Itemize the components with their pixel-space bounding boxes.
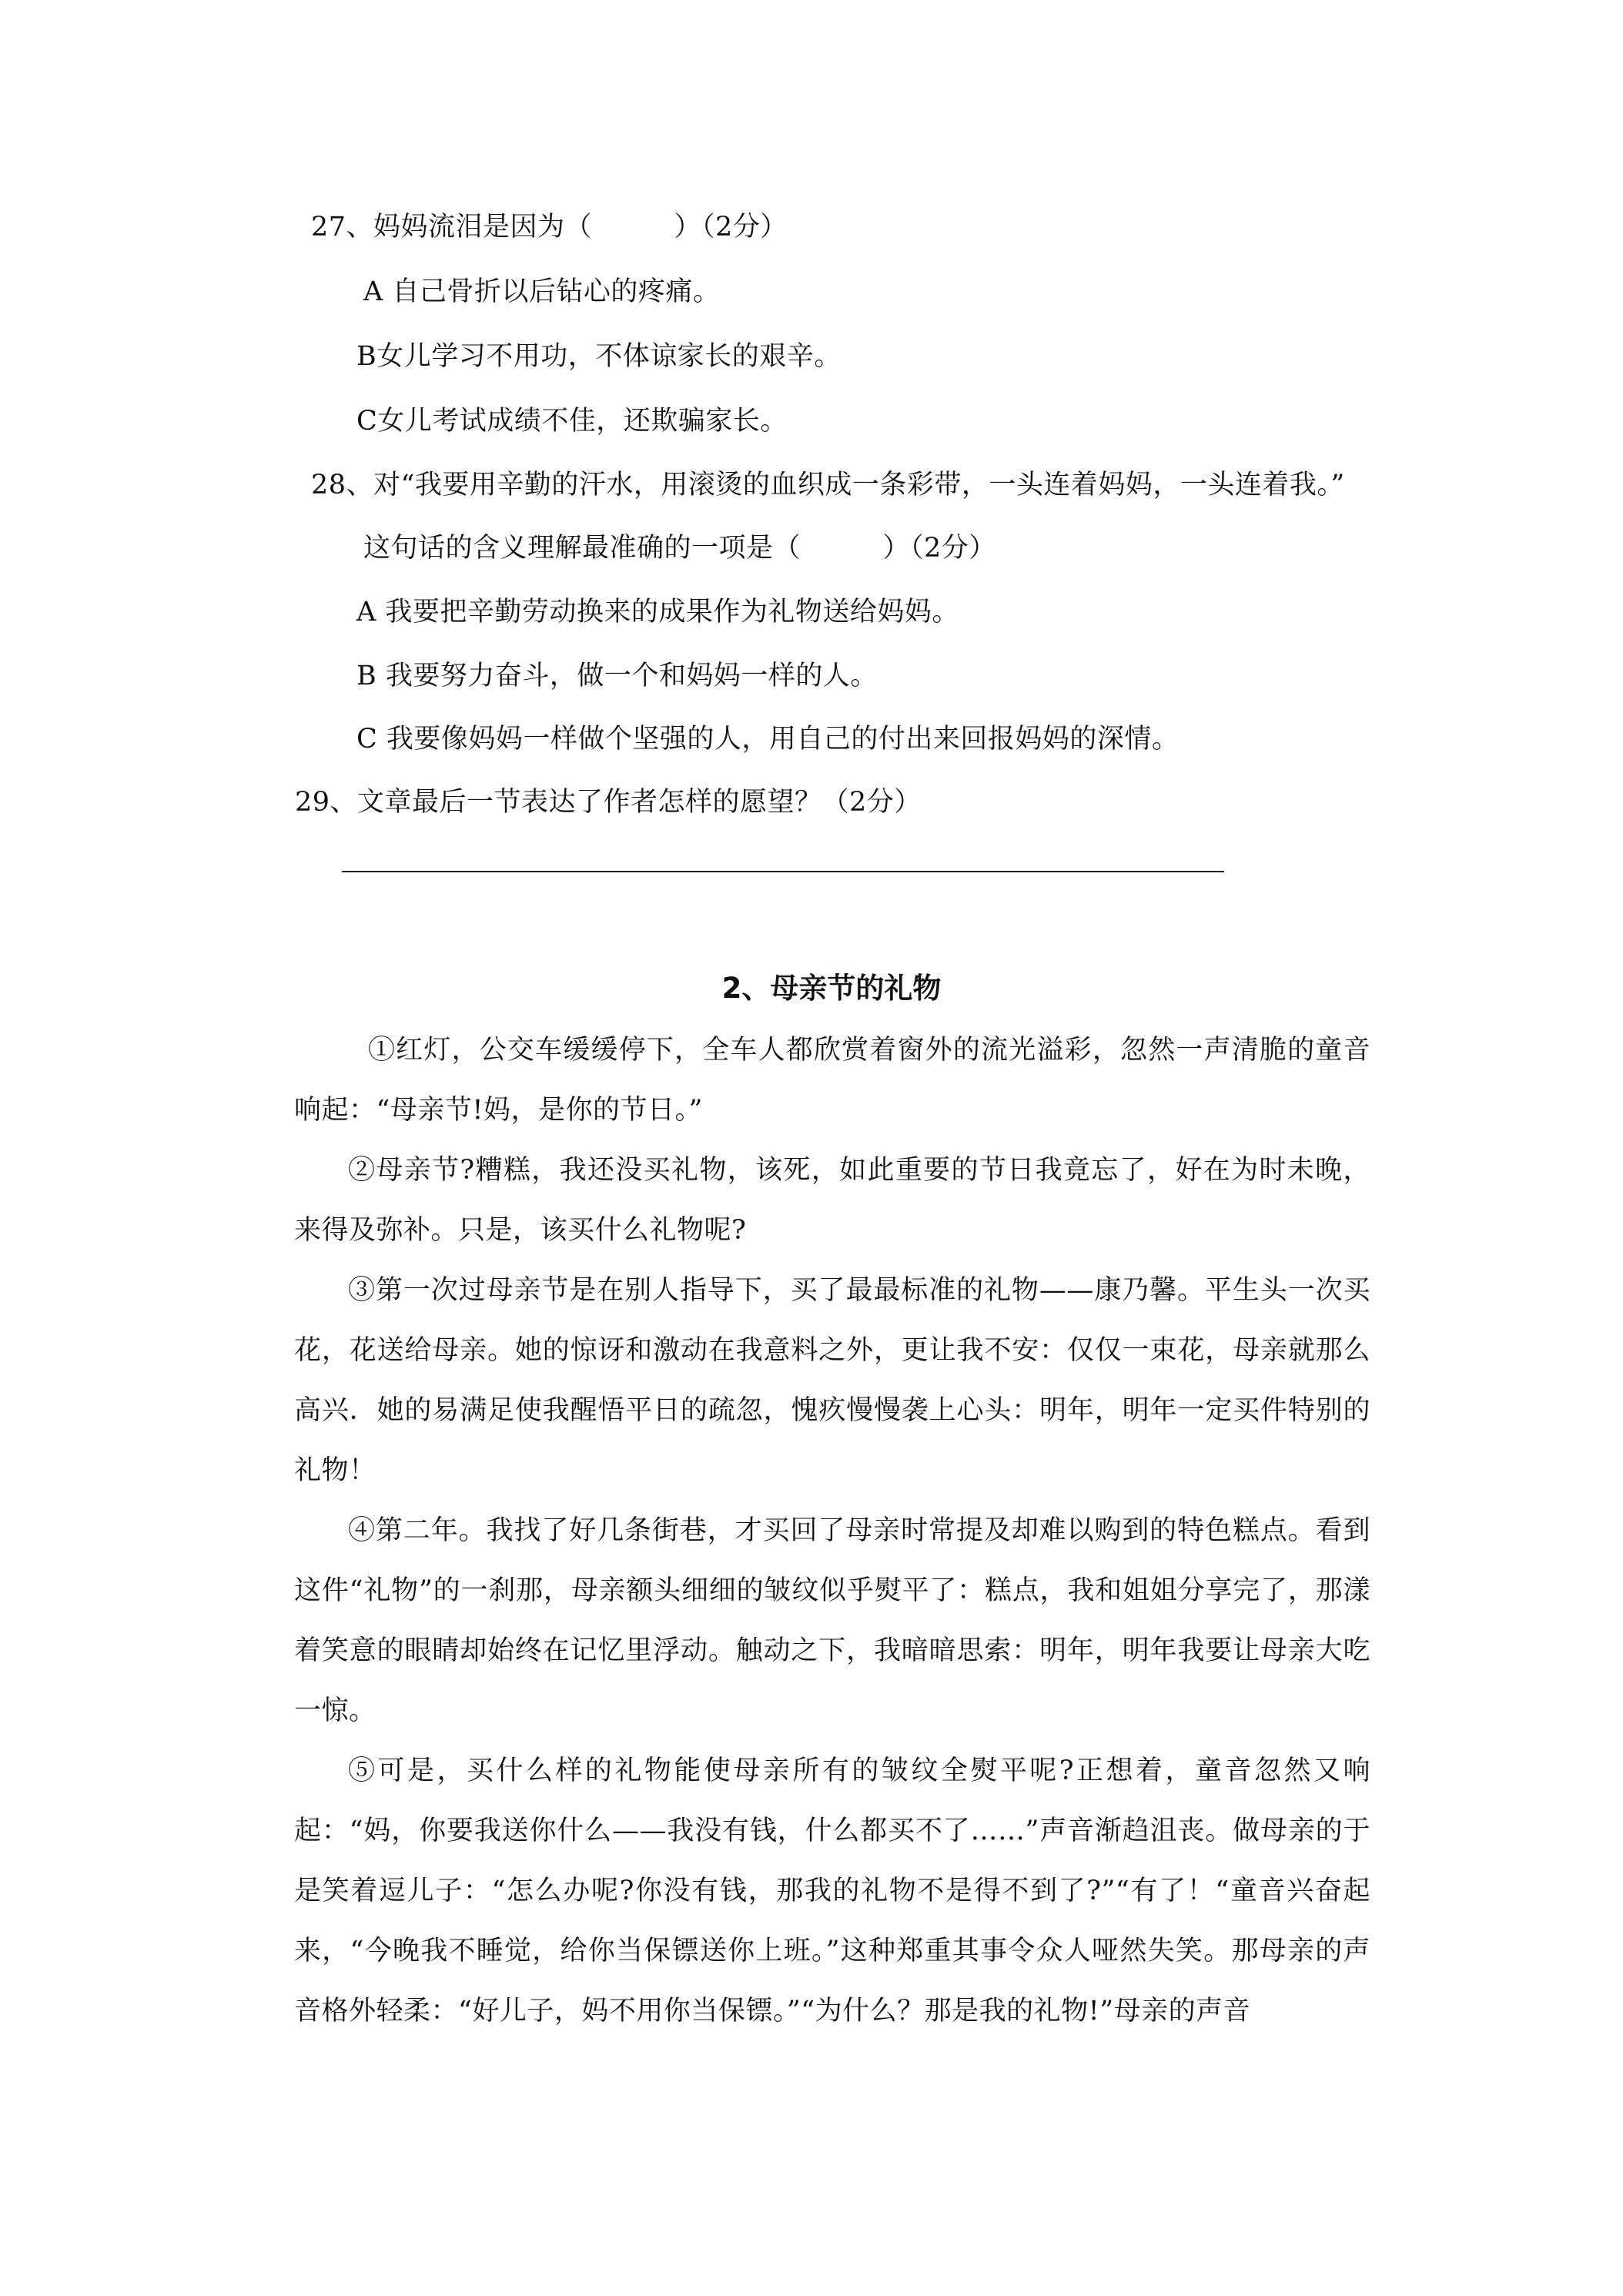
question-28-option-a: A 我要把辛勤劳动换来的成果作为礼物送给妈妈。 — [356, 597, 959, 628]
article-paragraph-1: ①红灯，公交车缓缓停下，全车人都欣赏着窗外的流光溢彩，忽然一声清脆的童音响起：“母亲节!妈，是你的节日。” — [294, 1035, 1370, 1126]
question-28-stem-line2: 这句话的含义理解最准确的一项是（ ）（2分） — [363, 533, 996, 564]
article-paragraph-5: ⑤可是，买什么样的礼物能使母亲所有的皱纹全熨平呢?正想着，童音忽然又响起：“妈，你要我送你什么——我没有钱，什么都买不了……”声音渐趋沮丧。做母亲的于是笑着逗儿子：“怎么办呢?你没有钱，那我的礼物不是得不到了?”“有了！“童音兴奋起来，“今晚我不睡觉，给你当保镖送你上班。”这种郑重其事令众人哑然失笑。那母亲的声音格外轻柔：“好儿子，妈不用你当保镖。”“为什么？那是我的礼物!”母亲的声音 — [294, 1755, 1370, 2027]
question-27-option-c: C女儿考试成绩不佳，还欺骗家长。 — [356, 406, 788, 437]
article-paragraph-4: ④第二年。我找了好几条街巷，才买回了母亲时常提及却难以购到的特色糕点。看到这件“礼物”的一刹那，母亲额头细细的皱纹似乎熨平了：糕点，我和姐姐分享完了，那漾着笑意的眼睛却始终在记忆里浮动。触动之下，我暗暗思索：明年，明年我要让母亲大吃一惊。 — [294, 1515, 1370, 1726]
question-28-option-c: C 我要像妈妈一样做个坚强的人，用自己的付出来回报妈妈的深情。 — [356, 724, 1180, 755]
question-27-option-b: B女儿学习不用功，不体谅家长的艰辛。 — [356, 341, 842, 372]
article-paragraph-3: ③第一次过母亲节是在别人指导下，买了最最标准的礼物——康乃馨。平生头一次买花，花送给母亲。她的惊讶和激动在我意料之外，更让我不安：仅仅一束花，母亲就那么高兴．她的易满足使我醒悟平日的疏忽，愧疚慢慢袭上心头：明年，明年一定买件特别的礼物！ — [294, 1275, 1370, 1486]
article-paragraph-2: ②母亲节?糟糕，我还没买礼物，该死，如此重要的节日我竟忘了，好在为时未晚，来得及弥补。只是，该买什么礼物呢? — [294, 1155, 1370, 1246]
question-27-stem: 27、妈妈流泪是因为（ ）（2分） — [311, 212, 788, 243]
question-27-option-a: A 自己骨折以后钻心的疼痛。 — [363, 276, 721, 307]
question-29-stem: 29、文章最后一节表达了作者怎样的愿望？（2分） — [295, 787, 922, 818]
article-title: 2、母亲节的礼物 — [721, 972, 942, 1005]
question-28-option-b: B 我要努力奋斗，做一个和妈妈一样的人。 — [356, 661, 878, 691]
question-28-stem-line1: 28、对“我要用辛勤的汗水，用滚烫的血织成一条彩带，一头连着妈妈，一头连着我。” — [311, 470, 1345, 500]
answer-line[interactable] — [342, 871, 1224, 872]
